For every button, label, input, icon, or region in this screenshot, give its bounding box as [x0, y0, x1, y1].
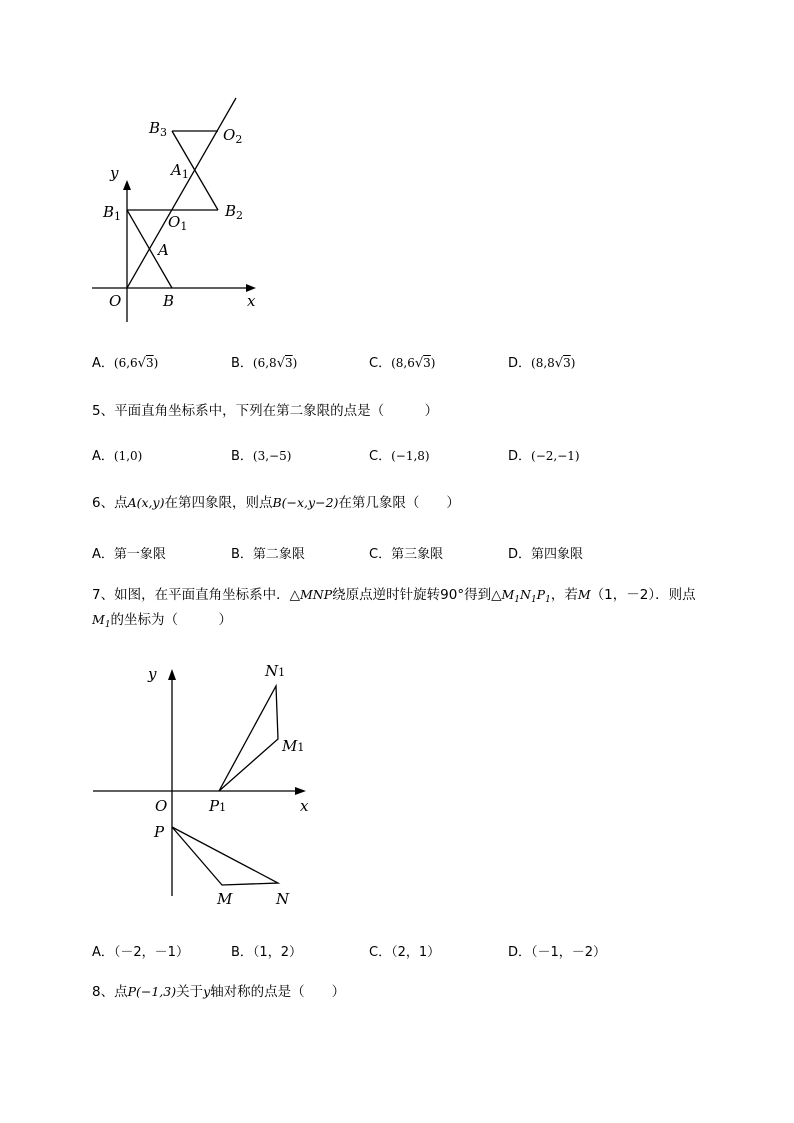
q4-option-b[interactable]: B．(6,8√3): [231, 356, 298, 371]
slant-line: [127, 98, 236, 288]
label-O1: O: [168, 213, 181, 231]
q7-option-c[interactable]: C．（2，1）: [369, 945, 441, 960]
label-x-axis: x: [300, 797, 309, 815]
label-P: P: [154, 823, 165, 841]
label-y-axis: y: [148, 665, 157, 683]
q6-option-c[interactable]: C．第三象限: [369, 547, 444, 562]
y-axis-arrow: [123, 180, 131, 190]
label-N: N: [276, 890, 290, 908]
q4-option-c[interactable]: C．(8,6√3): [369, 356, 436, 371]
svg-text:P1: P1: [209, 797, 227, 815]
q6-option-d[interactable]: D．第四象限: [508, 547, 584, 562]
triangle-MNP: [172, 827, 278, 885]
figure-2: [0, 640, 340, 920]
triangle-M1N1P1: [219, 686, 278, 791]
svg-text:N1: N1: [265, 662, 286, 680]
label-O2: O: [223, 126, 236, 144]
q5-option-d[interactable]: D．(−2,−1): [508, 449, 580, 464]
q5-stem: 5、平面直角坐标系中，下列在第二象限的点是（ ）: [92, 403, 439, 419]
label-y-axis: y: [110, 164, 119, 182]
label-B1: B: [103, 203, 115, 221]
figure-1: [0, 0, 300, 330]
label-origin: O: [109, 292, 122, 310]
q7-option-a[interactable]: A．（－2，－1）: [92, 945, 189, 960]
svg-text:B2: $B_2$: [225, 202, 244, 222]
x-axis-arrow: [295, 787, 306, 795]
label-P1: P: [209, 797, 220, 815]
q7-stem-line1: 7、如图，在平面直角坐标系中．△MNP绕原点逆时针旋转90°得到$\triangle M_1N_1P_1$，若M（1，－2）．则点: [92, 587, 696, 605]
q5-option-a[interactable]: A．(1,0): [92, 449, 143, 464]
label-M1: M: [282, 737, 298, 755]
svg-text:A1: $A_1$: [171, 161, 189, 181]
q5-option-b[interactable]: B．(3,−5): [231, 449, 292, 464]
label-M: M: [217, 890, 233, 908]
q8-stem: 8、点P(−1,3)关于y轴对称的点是（ ）: [92, 984, 346, 1000]
x-axis-arrow: [246, 284, 256, 292]
label-origin: O: [155, 797, 168, 815]
svg-text:B3: $B_3$: [149, 119, 168, 139]
q4-option-a[interactable]: A．(6,6√3): [92, 356, 159, 371]
label-A: A: [158, 241, 169, 259]
q7-stem-line2: $M_1$的坐标为（ ）: [92, 612, 233, 630]
q7-option-d[interactable]: D．（－1，－2）: [508, 945, 607, 960]
label-B3: B: [149, 119, 161, 137]
svg-text:M1: M1: [282, 737, 305, 755]
label-A1: A: [171, 161, 182, 179]
q6-option-a[interactable]: A．第一象限: [92, 547, 166, 562]
y-axis-arrow: [168, 669, 176, 680]
label-B: B: [163, 292, 175, 310]
label-B2: B: [225, 202, 237, 220]
q6-option-b[interactable]: B．第二象限: [231, 547, 305, 562]
q5-option-c[interactable]: C．(−1,8): [369, 449, 430, 464]
svg-text:B1: $B_1$: [103, 203, 122, 223]
svg-text:O2: $O_2$: [223, 126, 243, 146]
q7-option-b[interactable]: B．（1，2）: [231, 945, 302, 960]
q4-option-d[interactable]: D．(8,8√3): [508, 356, 576, 371]
label-N1: N: [265, 662, 279, 680]
label-x-axis: x: [247, 292, 256, 310]
q6-stem: 6、点A(x,y)在第四象限，则点B(−x,y−2)在第几象限（ ）: [92, 495, 460, 511]
svg-text:O1: $O_1$: [168, 213, 188, 233]
